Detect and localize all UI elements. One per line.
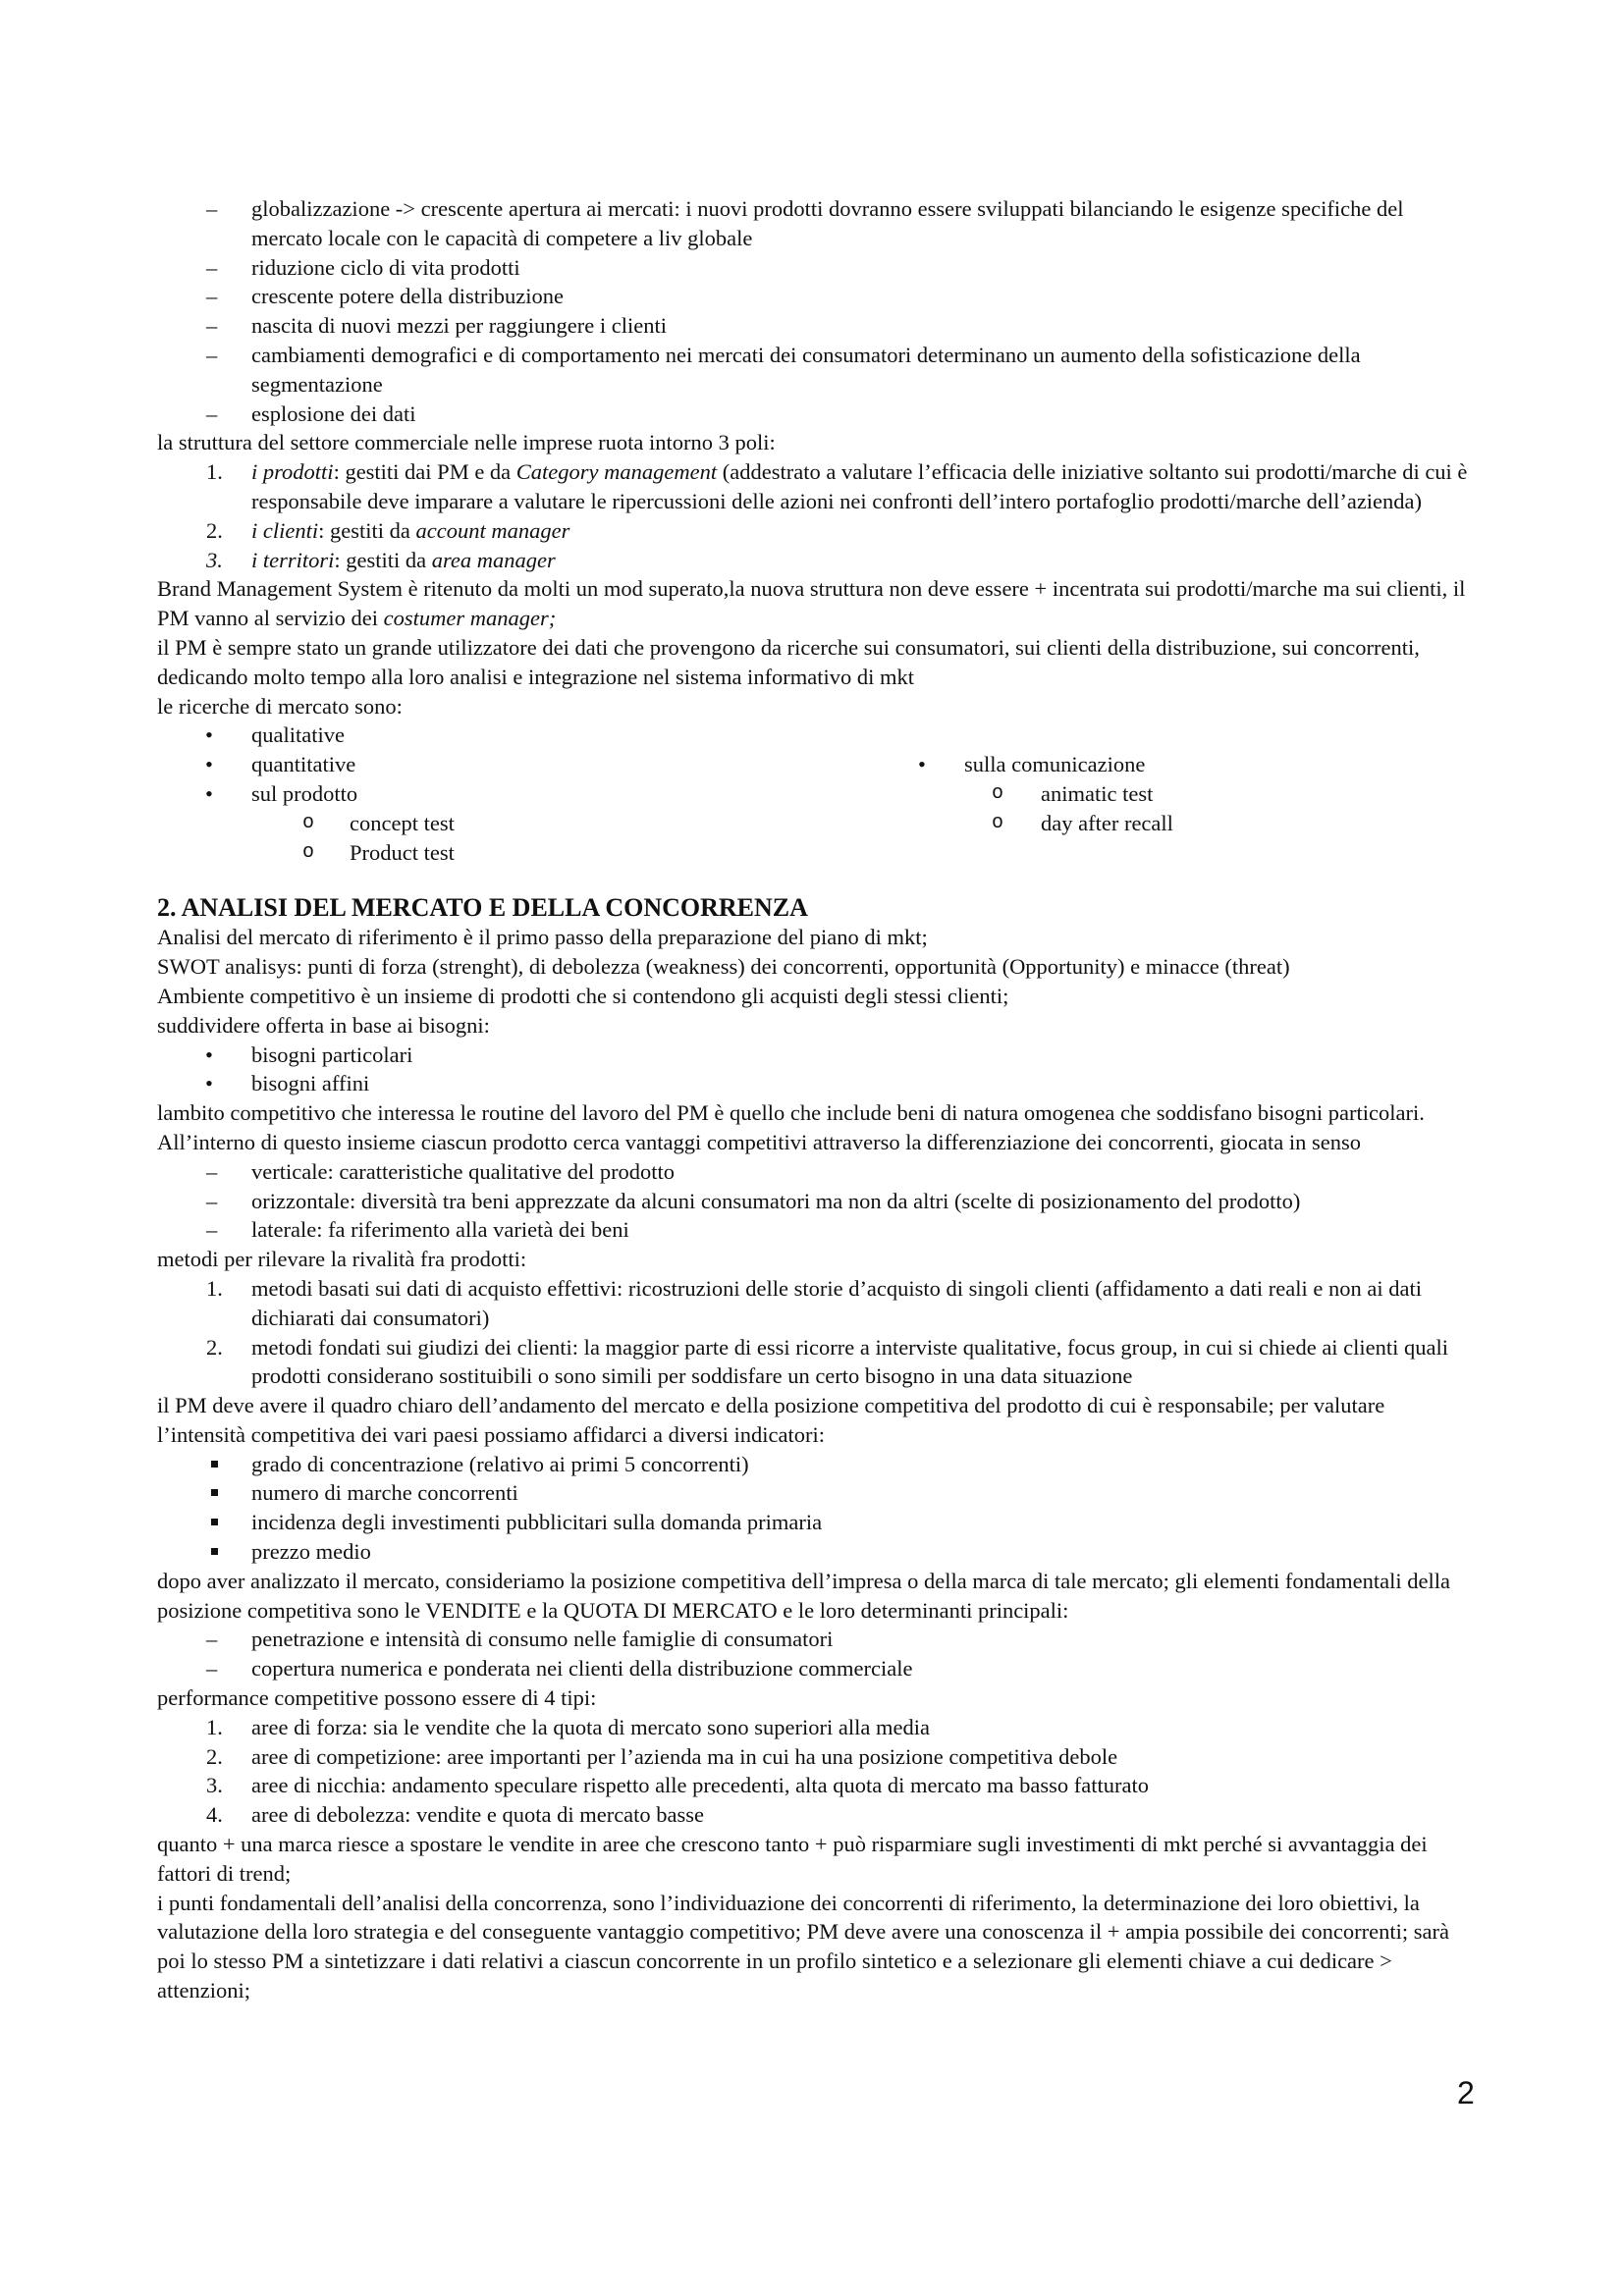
list-item: o concept test [157,809,864,838]
list-item [157,1771,1473,1800]
list-number: 2. [206,1334,223,1360]
list-number: 2. [206,517,223,543]
text: (addestrato a valutare l’efficacia delle iniziative soltanto sui prodotti/marche di cui è responsabile deve imparare a valutare le ripercussioni delle azioni nei confronti dell’intero portafoglio prodotti/marche dell’azienda) [251,459,1468,513]
list-item: • sul prodotto [157,779,864,809]
list-number: 4. [206,1802,223,1828]
research-left [157,721,864,867]
page-number: 2 [1457,2075,1475,2110]
paragraph: dopo aver analizzato il mercato, consideriamo la posizione competitiva dell’impresa o della marca di tale mercato; gli elementi fondamentali della posizione competitiva sono le VENDITE e la QUOTA DI MERCATO e le loro determinanti principali: [157,1568,1450,1623]
list-item: – cambiamenti demografici e di comportamento nei mercati dei consumatori determinano un aumento della sofisticazione della segmentazione [157,341,1473,400]
text: aree di debolezza: vendite e quota di mercato basse [251,1802,705,1828]
research-right [870,750,1459,837]
list-item: o day after recall [870,809,1459,838]
list-item: o animatic test [870,779,1459,809]
paragraph: suddividere offerta in base ai bisogni: [157,1012,490,1038]
list-item [157,1333,1473,1392]
poles-list [157,457,1473,574]
paragraph: lambito competitivo che interessa le routine del lavoro del PM è quello che include beni di natura omogenea che soddisfano bisogni particolari. All’interno di questo insieme ciascun prodotto cerca vantaggi competitivi attraverso la differenziazione dei concorrenti, giocata in senso [157,1100,1425,1154]
needs-list [157,1041,1473,1099]
research-list [157,721,864,808]
paragraph: i punti fondamentali dell’analisi della concorrenza, sono l’individuazione dei concorrenti di riferimento, la determinazione dei loro obiettivi, la valutazione della loro strategia e del conseguente vantaggio competitivo; PM deve avere una conoscenza il + ampia possibile dei concorrenti; sarà poi lo stesso PM a sintetizzare i dati relativi a ciascun concorrente in un profilo sintetico e a selezionare gli elementi chiave a cui dedicare > attenzioni; [157,1890,1449,2003]
list-item: – orizzontale: diversità tra beni apprezzate da alcuni consumatori ma non da altri (scelte di posizionamento del prodotto) [157,1187,1473,1216]
list-item [157,1742,1473,1772]
senses-list [157,1157,1473,1245]
text: : gestiti da [318,517,416,543]
list-number: 1. [206,1714,223,1739]
list-item: – riduzione ciclo di vita prodotti [157,253,1473,283]
list-number: 1. [206,1275,223,1301]
list-item [157,516,1473,546]
text: aree di forza: sia le vendite che la quota di mercato sono superiori alla media [251,1714,930,1739]
term: i clienti [251,517,319,543]
list-item: incidenza degli investimenti pubblicitari sulla domanda primaria [157,1508,1473,1537]
paragraph: performance competitive possono essere di 4 tipi: [157,1685,597,1711]
list-item [157,1274,1473,1333]
list-item [157,457,1473,516]
poles-intro: la struttura del settore commerciale nelle imprese ruota intorno 3 poli: [157,430,776,455]
text: aree di competizione: aree importanti per l’azienda ma in cui ha una posizione competitiva debole [251,1743,1118,1769]
term: i territori [251,547,335,572]
page-content [157,194,1473,2005]
list-number: 3. [206,547,223,572]
list-item [157,546,1473,575]
paragraph: Analisi del mercato di riferimento è il primo passo della preparazione del piano di mkt; [157,925,928,950]
list-number: 2. [206,1743,223,1769]
list-item [157,1713,1473,1742]
text: : gestiti da [334,547,432,572]
brand-paragraph [157,574,1473,633]
term: area manager [431,547,556,572]
list-item: • qualitative [157,721,864,750]
list-item: grado di concentrazione (relativo ai primi 5 concorrenti) [157,1450,1473,1479]
paragraph: Ambiente competitivo è un insieme di prodotti che si contendono gli acquisti degli stessi clienti; [157,983,1009,1008]
list-item: numero di marche concorrenti [157,1478,1473,1508]
list-number: 3. [206,1773,223,1798]
list-item [157,1800,1473,1830]
term: Category management [515,459,718,485]
text: : gestiti dai PM e da [333,459,516,485]
term: account manager [415,517,570,543]
list-number: 1. [206,459,223,485]
product-tests-list [157,809,864,868]
list-item: – penetrazione e intensità di consumo nelle famiglie di consumatori [157,1625,1473,1654]
methods-list [157,1274,1473,1391]
text: Brand Management System è ritenuto da molti un mod superato,la nuova struttura non deve essere + incentrata sui prodotti/marche ma sui clienti, il PM vanno al servizio dei [157,576,1466,631]
text: aree di nicchia: andamento speculare rispetto alle precedenti, alta quota di mercato ma basso fatturato [251,1773,1149,1798]
list-item: – esplosione dei dati [157,400,1473,429]
list-item: o Product test [157,838,864,868]
list-item: – globalizzazione -> crescente apertura ai mercati: i nuovi prodotti dovranno essere sviluppati bilanciando le esigenze specifiche del mercato locale con le capacità di competere a liv globale [157,194,1473,253]
list-item: prezzo medio [157,1537,1473,1567]
research-columns [157,721,1473,868]
section-title: 2. ANALISI DEL MERCATO E DELLA CONCORRENZA [157,893,808,923]
performance-list [157,1713,1473,1830]
trends-list [157,194,1473,428]
research-list [870,750,1459,779]
list-item: – crescente potere della distribuzione [157,282,1473,311]
paragraph: SWOT analisys: punti di forza (strenght), di debolezza (weakness) dei concorrenti, opportunità (Opportunity) e minacce (threat) [157,954,1290,980]
list-item: • quantitative [157,750,864,779]
list-item: • bisogni affini [157,1069,1473,1098]
list-item: • sulla comunicazione [870,750,1459,779]
text: metodi basati sui dati di acquisto effettivi: ricostruzioni delle storie d’acquisto di singoli clienti (affidamento a dati reali e non ai dati dichiarati dai consumatori) [251,1275,1422,1330]
list-item: – nascita di nuovi mezzi per raggiungere i clienti [157,311,1473,341]
term: costumer manager; [383,606,557,631]
indicators-list [157,1450,1473,1567]
list-item: – verticale: caratteristiche qualitative del prodotto [157,1157,1473,1187]
pm-paragraph: il PM è sempre stato un grande utilizzatore dei dati che provengono da ricerche sui consumatori, sui clienti della distribuzione, sui concorrenti, dedicando molto tempo alla loro analisi e integrazione nel sistema informativo di mkt [157,634,1420,689]
paragraph: metodi per rilevare la rivalità fra prodotti: [157,1247,527,1272]
paragraph: quanto + una marca riesce a spostare le vendite in aree che crescono tanto + può risparmiare sugli investimenti di mkt perché si avvantaggia dei fattori di trend; [157,1832,1428,1886]
determinants-list [157,1625,1473,1683]
text: metodi fondati sui giudizi dei clienti: la maggior parte di essi ricorre a interviste qualitative, focus group, in cui si chiede ai clienti quali prodotti considerano sostituibili o sono simili per soddisfare un certo bisogno in una data situazione [251,1334,1449,1389]
list-item: – laterale: fa riferimento alla varietà dei beni [157,1215,1473,1245]
list-item: • bisogni particolari [157,1041,1473,1070]
list-item: – copertura numerica e ponderata nei clienti della distribuzione commerciale [157,1654,1473,1683]
communication-tests-list [870,779,1459,838]
term: i prodotti [251,459,334,485]
research-intro: le ricerche di mercato sono: [157,693,403,719]
paragraph: il PM deve avere il quadro chiaro dell’andamento del mercato e della posizione competitiva del prodotto di cui è responsabile; per valutare l’intensità competitiva dei vari paesi possiamo affidarci a diversi indicatori: [157,1393,1385,1447]
